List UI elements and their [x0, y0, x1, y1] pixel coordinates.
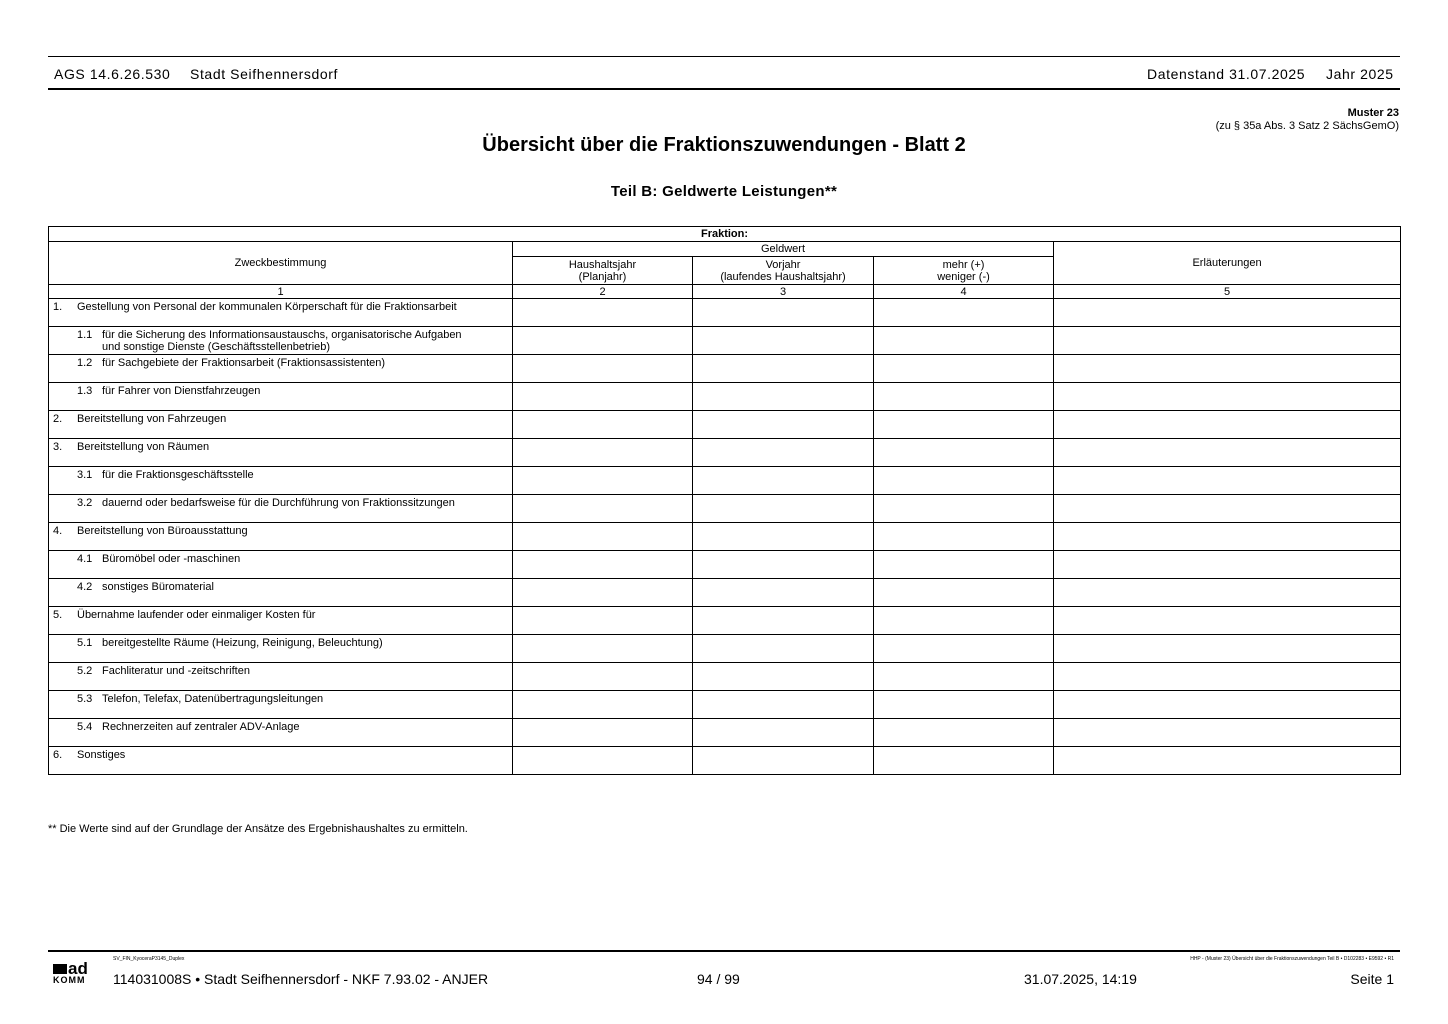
row-value-cell[interactable] [1054, 495, 1401, 523]
row-text: Telefon, Telefax, Datenübertragungsleitungen [102, 693, 324, 705]
row-value-cell[interactable] [874, 663, 1054, 691]
row-number: 2. [53, 413, 63, 425]
muster-reference [1216, 107, 1399, 133]
row-label-line [53, 469, 506, 481]
header-top-rule [48, 56, 1400, 57]
row-label-line [53, 693, 506, 705]
row-value-cell[interactable] [693, 579, 874, 607]
row-value-cell[interactable] [874, 383, 1054, 411]
row-number: 5.1 [77, 637, 93, 649]
row-value-cell[interactable] [1054, 579, 1401, 607]
table-row [49, 691, 1401, 719]
row-value-cell[interactable] [693, 691, 874, 719]
col-erlaeuterungen: Erläuterungen [1054, 242, 1401, 285]
table-row [49, 355, 1401, 383]
row-label-line [53, 665, 506, 677]
row-label-line [53, 525, 506, 537]
row-label-line [53, 553, 506, 565]
row-value-cell[interactable] [1054, 467, 1401, 495]
table-body [49, 299, 1401, 775]
row-label-line [53, 581, 506, 593]
row-value-cell[interactable] [513, 691, 693, 719]
row-zweckbestimmung [49, 495, 513, 523]
row-zweckbestimmung [49, 327, 513, 355]
row-number: 3. [53, 441, 63, 453]
row-number: 1.1 [77, 329, 93, 341]
col-vorjahr-label: Vorjahr [765, 258, 801, 271]
row-value-cell[interactable] [1054, 439, 1401, 467]
svg-text:KOMM: KOMM [53, 975, 86, 984]
row-number: 1.3 [77, 385, 93, 397]
row-number: 4.2 [77, 581, 93, 593]
row-text: für Fahrer von Dienstfahrzeugen [102, 385, 261, 397]
row-text: Bereitstellung von Fahrzeugen [77, 413, 227, 425]
row-text: bereitgestellte Räume (Heizung, Reinigung, Beleuchtung) [102, 637, 383, 649]
row-text: Sonstiges [77, 749, 126, 761]
row-value-cell[interactable] [1054, 607, 1401, 635]
row-number: 1.2 [77, 357, 93, 369]
row-value-cell[interactable] [513, 467, 693, 495]
header-ags: AGS 14.6.26.530 [54, 66, 171, 82]
row-value-cell[interactable] [513, 663, 693, 691]
page-subtitle: Teil B: Geldwerte Leistungen** [610, 183, 838, 200]
row-value-cell[interactable] [1054, 691, 1401, 719]
row-text-continued: und sonstige Dienste (Geschäftsstellenbetrieb) [102, 341, 331, 353]
row-zweckbestimmung [49, 747, 513, 775]
col-mehr-weniger [874, 257, 1054, 285]
row-value-cell[interactable] [513, 411, 693, 439]
row-zweckbestimmung [49, 467, 513, 495]
col-number-2: 2 [513, 285, 693, 299]
row-value-cell[interactable] [693, 719, 874, 747]
row-text: dauernd oder bedarfsweise für die Durchführung von Fraktionssitzungen [102, 497, 455, 509]
row-value-cell[interactable] [513, 551, 693, 579]
table-row [49, 411, 1401, 439]
row-value-cell[interactable] [1054, 635, 1401, 663]
row-zweckbestimmung [49, 607, 513, 635]
fraktion-label: Fraktion: [49, 227, 1401, 242]
row-value-cell[interactable] [874, 327, 1054, 355]
table-row [49, 551, 1401, 579]
row-label-line [53, 441, 506, 453]
row-number: 3.2 [77, 497, 93, 509]
row-value-cell[interactable] [693, 383, 874, 411]
footer-docref: HHP - (Muster 23) Übersicht über die Fraktionszuwendungen Teil B • D102283 • E9592 • R1 [1190, 956, 1394, 962]
footer-pages: 94 / 99 [697, 971, 740, 987]
row-value-cell[interactable] [874, 467, 1054, 495]
row-label-line [53, 385, 506, 397]
table-row [49, 299, 1401, 327]
footer-datetime: 31.07.2025, 14:19 [1024, 971, 1137, 987]
row-value-cell[interactable] [513, 439, 693, 467]
row-value-cell[interactable] [693, 495, 874, 523]
row-value-cell[interactable] [1054, 719, 1401, 747]
col-vorjahr-sub: (laufendes Haushaltsjahr) [720, 270, 846, 283]
row-label-line [53, 413, 506, 425]
col-geldwert: Geldwert [513, 242, 1054, 257]
header-city: Stadt Seifhennersdorf [190, 66, 339, 82]
row-value-cell[interactable] [693, 663, 874, 691]
header-bottom-rule [48, 88, 1400, 90]
row-value-cell[interactable] [874, 495, 1054, 523]
row-zweckbestimmung [49, 299, 513, 327]
row-zweckbestimmung [49, 719, 513, 747]
row-zweckbestimmung [49, 383, 513, 411]
row-value-cell[interactable] [874, 551, 1054, 579]
row-value-cell[interactable] [874, 635, 1054, 663]
row-value-cell[interactable] [1054, 747, 1401, 775]
muster-law-ref: (zu § 35a Abs. 3 Satz 2 SächsGemO) [1215, 120, 1399, 132]
header-datenstand: Datenstand 31.07.2025 [1147, 66, 1306, 82]
row-value-cell[interactable] [693, 607, 874, 635]
row-value-cell[interactable] [693, 439, 874, 467]
row-value-cell[interactable] [874, 523, 1054, 551]
footer-printer: SV_FIN_KyoceraP3145_Duplex [113, 956, 185, 962]
row-value-cell[interactable] [693, 747, 874, 775]
row-number: 6. [53, 749, 63, 761]
footnote: ** Die Werte sind auf der Grundlage der Ansätze des Ergebnishaushaltes zu ermitteln. [48, 823, 468, 835]
row-value-cell[interactable] [1054, 523, 1401, 551]
row-number: 5.3 [77, 693, 93, 705]
row-zweckbestimmung [49, 579, 513, 607]
row-label-line [53, 301, 506, 313]
table-row [49, 523, 1401, 551]
row-zweckbestimmung [49, 439, 513, 467]
table-row [49, 495, 1401, 523]
row-zweckbestimmung [49, 551, 513, 579]
col-haushaltsjahr-label: Haushaltsjahr [568, 258, 637, 271]
table-row [49, 663, 1401, 691]
row-zweckbestimmung [49, 523, 513, 551]
adkomm-logo [53, 960, 107, 984]
row-value-cell[interactable] [874, 691, 1054, 719]
col-haushaltsjahr [513, 257, 693, 285]
row-value-cell[interactable] [874, 439, 1054, 467]
col-mehr-label: mehr (+) [942, 258, 985, 271]
table-row [49, 607, 1401, 635]
header-jahr: Jahr 2025 [1326, 66, 1394, 82]
row-value-cell[interactable] [513, 607, 693, 635]
row-label-line [53, 609, 506, 621]
row-value-cell[interactable] [513, 299, 693, 327]
table-row [49, 383, 1401, 411]
row-text: Büromöbel oder -maschinen [102, 553, 241, 565]
row-text: für Sachgebiete der Fraktionsarbeit (Fraktionsassistenten) [102, 357, 386, 369]
row-zweckbestimmung [49, 635, 513, 663]
col-zweckbestimmung: Zweckbestimmung [49, 242, 513, 285]
table-row [49, 579, 1401, 607]
col-haushaltsjahr-sub: (Planjahr) [578, 270, 627, 283]
row-value-cell[interactable] [513, 747, 693, 775]
row-value-cell[interactable] [693, 523, 874, 551]
row-label-line [53, 497, 506, 509]
table-row [49, 635, 1401, 663]
row-value-cell[interactable] [1054, 383, 1401, 411]
row-number: 5.2 [77, 665, 93, 677]
row-number: 4. [53, 525, 63, 537]
row-zweckbestimmung [49, 691, 513, 719]
row-value-cell[interactable] [513, 719, 693, 747]
table-column-numbers [49, 285, 1401, 299]
row-zweckbestimmung [49, 411, 513, 439]
footer-rule [48, 950, 1400, 952]
row-value-cell[interactable] [513, 495, 693, 523]
page-title: Übersicht über die Fraktionszuwendungen - Blatt 2 [482, 134, 966, 156]
table-fraktion-row [49, 227, 1401, 242]
row-value-cell[interactable] [693, 551, 874, 579]
row-value-cell[interactable] [874, 719, 1054, 747]
row-zweckbestimmung [49, 355, 513, 383]
table-row [49, 327, 1401, 355]
row-value-cell[interactable] [693, 355, 874, 383]
svg-text:ad: ad [68, 960, 88, 978]
row-text: Bereitstellung von Büroausstattung [77, 525, 248, 537]
row-text: für die Fraktionsgeschäftsstelle [102, 469, 254, 481]
col-weniger-label: weniger (-) [937, 270, 990, 283]
col-number-5: 5 [1054, 285, 1401, 299]
row-value-cell[interactable] [874, 355, 1054, 383]
row-text: sonstiges Büromaterial [102, 581, 214, 593]
row-zweckbestimmung [49, 663, 513, 691]
fraktion-table [48, 226, 1401, 775]
row-value-cell[interactable] [513, 523, 693, 551]
table-row [49, 747, 1401, 775]
footer-seite: Seite 1 [1350, 971, 1394, 987]
footer-client: 114031008S • Stadt Seifhennersdorf - NKF 7.93.02 - ANJER [113, 971, 489, 987]
row-value-cell[interactable] [874, 747, 1054, 775]
row-value-cell[interactable] [693, 327, 874, 355]
row-text: Übernahme laufender oder einmaliger Kosten für [77, 609, 316, 621]
row-text: für die Sicherung des Informationsaustauschs, organisatorische Aufgaben [102, 329, 462, 341]
row-value-cell[interactable] [693, 467, 874, 495]
row-text: Fachliteratur und -zeitschriften [102, 665, 250, 677]
row-value-cell[interactable] [693, 635, 874, 663]
table-row [49, 467, 1401, 495]
table-row [49, 719, 1401, 747]
row-value-cell[interactable] [513, 355, 693, 383]
col-number-4: 4 [874, 285, 1054, 299]
row-value-cell[interactable] [1054, 299, 1401, 327]
row-value-cell[interactable] [693, 411, 874, 439]
row-label-line [53, 721, 506, 733]
table-header-row-1 [49, 242, 1401, 257]
col-vorjahr [693, 257, 874, 285]
row-value-cell[interactable] [874, 579, 1054, 607]
row-value-cell[interactable] [1054, 663, 1401, 691]
row-value-cell[interactable] [1054, 355, 1401, 383]
col-number-3: 3 [693, 285, 874, 299]
col-number-1: 1 [49, 285, 513, 299]
row-number: 5.4 [77, 721, 93, 733]
row-label-line [53, 637, 506, 649]
row-value-cell[interactable] [693, 299, 874, 327]
row-number: 5. [53, 609, 63, 621]
row-text: Bereitstellung von Räumen [77, 441, 210, 453]
row-text: Gestellung von Personal der kommunalen Körperschaft für die Fraktionsarbeit [77, 301, 457, 313]
row-value-cell[interactable] [513, 383, 693, 411]
row-label-line [53, 357, 506, 369]
row-number: 4.1 [77, 553, 93, 565]
row-value-cell[interactable] [513, 327, 693, 355]
row-value-cell[interactable] [1054, 411, 1401, 439]
row-label-line [53, 329, 506, 341]
row-value-cell[interactable] [513, 579, 693, 607]
row-text: Rechnerzeiten auf zentraler ADV-Anlage [102, 721, 300, 733]
row-value-cell[interactable] [1054, 327, 1401, 355]
row-label-line [53, 749, 506, 761]
row-number: 1. [53, 301, 63, 313]
row-value-cell[interactable] [1054, 551, 1401, 579]
row-value-cell[interactable] [513, 635, 693, 663]
row-number: 3.1 [77, 469, 93, 481]
row-value-cell[interactable] [874, 607, 1054, 635]
row-value-cell[interactable] [874, 411, 1054, 439]
muster-title: Muster 23 [1347, 107, 1399, 119]
table-row [49, 439, 1401, 467]
row-value-cell[interactable] [874, 299, 1054, 327]
